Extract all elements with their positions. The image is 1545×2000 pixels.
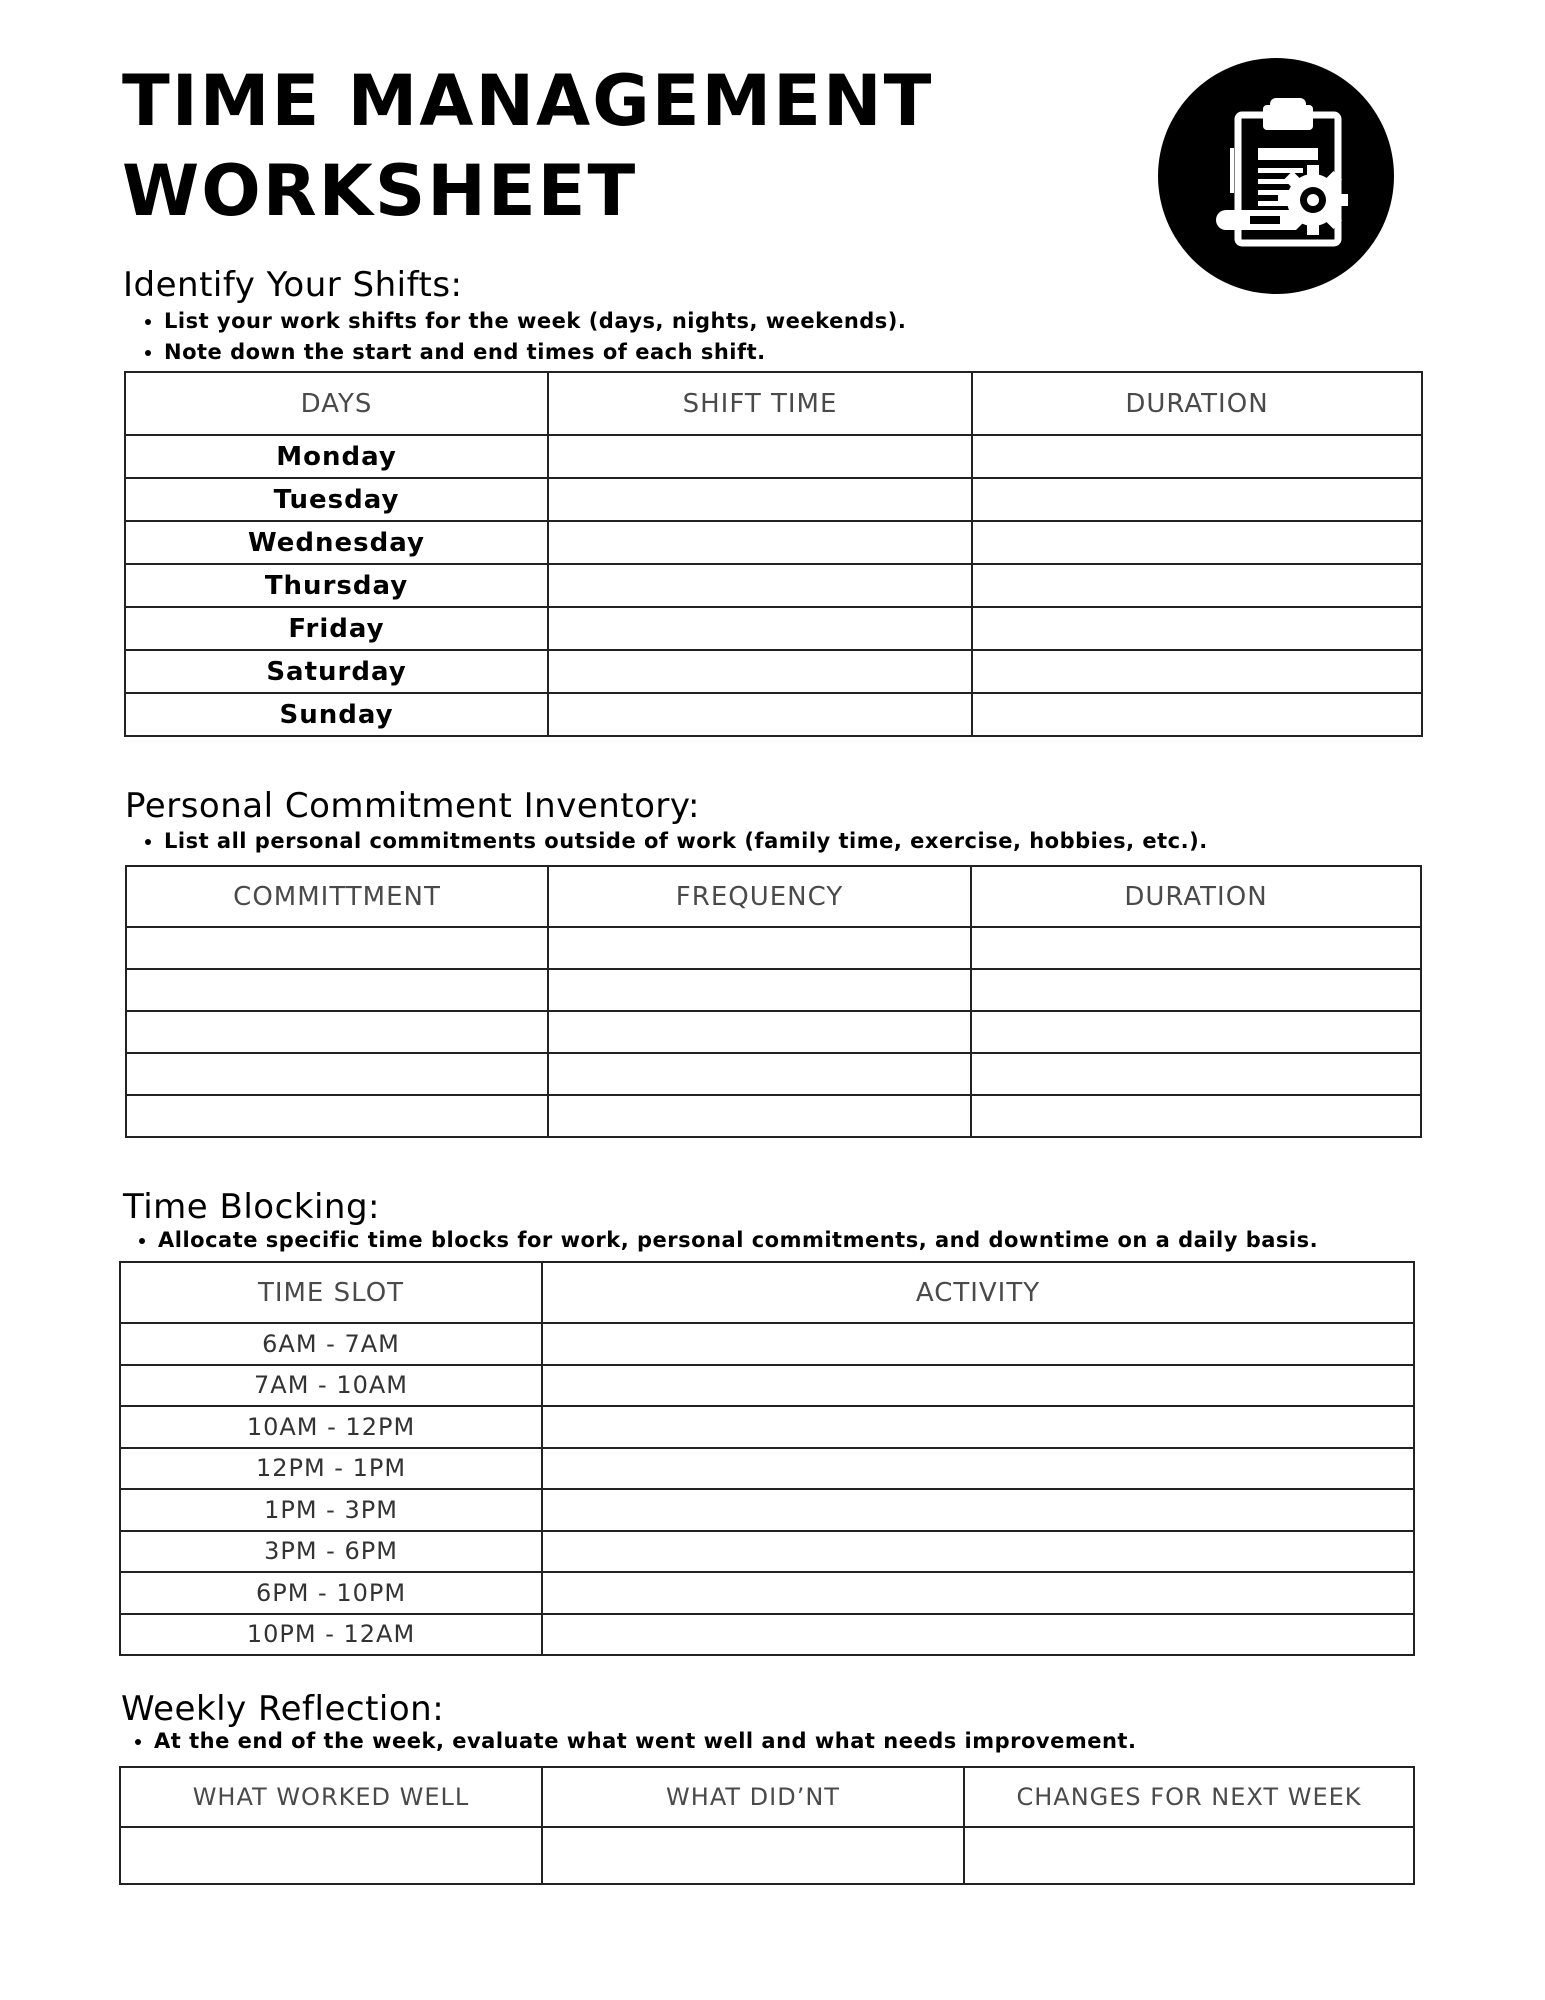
day-label: Wednesday — [125, 521, 548, 564]
day-label: Sunday — [125, 693, 548, 736]
commitments-bullet: • List all personal commitments outside of work (family time, exercise, hobbies, etc.). — [164, 826, 1208, 857]
shift-row — [125, 650, 1422, 693]
header-worked-well: WHAT WORKED WELL — [120, 1767, 542, 1827]
time-slot-label: 12PM - 1PM — [120, 1448, 542, 1490]
duration-cell[interactable] — [972, 693, 1422, 736]
header-shift-time: SHIFT TIME — [548, 372, 972, 435]
shift-row — [125, 478, 1422, 521]
header-didnt-work: WHAT DID’NT — [542, 1767, 964, 1827]
day-label: Friday — [125, 607, 548, 650]
frequency-cell[interactable] — [548, 969, 971, 1011]
time-slot-row — [120, 1323, 1414, 1365]
reflection-instructions — [114, 1726, 1136, 1757]
shift-row — [125, 564, 1422, 607]
header-frequency: FREQUENCY — [548, 866, 971, 927]
shift-time-cell[interactable] — [548, 521, 972, 564]
shift-row — [125, 521, 1422, 564]
reflection-bullet: • At the end of the week, evaluate what went well and what needs improvement. — [154, 1726, 1136, 1757]
title-line-2: WORKSHEET — [122, 150, 638, 232]
header-days: DAYS — [125, 372, 548, 435]
activity-cell[interactable] — [542, 1489, 1414, 1531]
commitment-cell[interactable] — [126, 1053, 548, 1095]
shift-time-cell[interactable] — [548, 650, 972, 693]
time-slot-label: 7AM - 10AM — [120, 1365, 542, 1407]
blocking-bullet: • Allocate specific time blocks for work, personal commitments, and downtime on a daily basis. — [158, 1225, 1318, 1256]
commitment-cell[interactable] — [126, 969, 548, 1011]
duration-cell[interactable] — [972, 478, 1422, 521]
header-changes: CHANGES FOR NEXT WEEK — [964, 1767, 1414, 1827]
time-blocking-table — [119, 1261, 1415, 1656]
frequency-cell[interactable] — [548, 1053, 971, 1095]
time-slot-label: 1PM - 3PM — [120, 1489, 542, 1531]
day-label: Saturday — [125, 650, 548, 693]
duration-cell[interactable] — [972, 521, 1422, 564]
changes-cell[interactable] — [964, 1827, 1414, 1884]
commitment-row — [126, 1053, 1421, 1095]
shift-time-cell[interactable] — [548, 564, 972, 607]
shifts-heading: Identify Your Shifts: — [123, 265, 463, 305]
reflection-heading: Weekly Reflection: — [121, 1689, 445, 1729]
worked-well-cell[interactable] — [120, 1827, 542, 1884]
shifts-bullet: • List your work shifts for the week (days, nights, weekends). — [164, 306, 906, 337]
frequency-cell[interactable] — [548, 1095, 971, 1137]
time-slot-row — [120, 1489, 1414, 1531]
day-label: Tuesday — [125, 478, 548, 521]
activity-cell[interactable] — [542, 1448, 1414, 1490]
duration-cell[interactable] — [971, 1011, 1421, 1053]
duration-cell[interactable] — [971, 1053, 1421, 1095]
activity-cell[interactable] — [542, 1406, 1414, 1448]
duration-cell[interactable] — [972, 650, 1422, 693]
duration-cell[interactable] — [972, 435, 1422, 478]
activity-cell[interactable] — [542, 1572, 1414, 1614]
shifts-table — [124, 371, 1423, 737]
commitments-table — [125, 865, 1422, 1138]
blocking-instructions — [118, 1225, 1318, 1256]
shift-time-cell[interactable] — [548, 607, 972, 650]
time-slot-label: 10PM - 12AM — [120, 1614, 542, 1656]
commitment-cell[interactable] — [126, 1095, 548, 1137]
shift-row — [125, 607, 1422, 650]
time-slot-label: 10AM - 12PM — [120, 1406, 542, 1448]
shifts-bullet: • Note down the start and end times of each shift. — [164, 337, 906, 368]
duration-cell[interactable] — [971, 1095, 1421, 1137]
time-slot-row — [120, 1614, 1414, 1656]
frequency-cell[interactable] — [548, 1011, 971, 1053]
activity-cell[interactable] — [542, 1323, 1414, 1365]
time-slot-row — [120, 1365, 1414, 1407]
didnt-work-cell[interactable] — [542, 1827, 964, 1884]
shift-time-cell[interactable] — [548, 693, 972, 736]
header-duration: DURATION — [972, 372, 1422, 435]
header-duration: DURATION — [971, 866, 1421, 927]
shift-row — [125, 693, 1422, 736]
activity-cell[interactable] — [542, 1365, 1414, 1407]
blocking-heading: Time Blocking: — [123, 1187, 381, 1227]
duration-cell[interactable] — [971, 927, 1421, 969]
time-slot-label: 6PM - 10PM — [120, 1572, 542, 1614]
commitment-cell[interactable] — [126, 927, 548, 969]
time-slot-row — [120, 1406, 1414, 1448]
frequency-cell[interactable] — [548, 927, 971, 969]
time-slot-label: 3PM - 6PM — [120, 1531, 542, 1573]
commitments-heading: Personal Commitment Inventory: — [125, 786, 701, 826]
reflection-table — [119, 1766, 1415, 1885]
shift-row — [125, 435, 1422, 478]
duration-cell[interactable] — [971, 969, 1421, 1011]
header-activity: ACTIVITY — [542, 1262, 1414, 1323]
day-label: Monday — [125, 435, 548, 478]
title-line-1: TIME MANAGEMENT — [122, 60, 934, 142]
activity-cell[interactable] — [542, 1531, 1414, 1573]
commitment-row — [126, 1095, 1421, 1137]
activity-cell[interactable] — [542, 1614, 1414, 1656]
clipboard-gear-icon — [1158, 58, 1394, 294]
commitment-row — [126, 927, 1421, 969]
header-time-slot: TIME SLOT — [120, 1262, 542, 1323]
duration-cell[interactable] — [972, 607, 1422, 650]
shift-time-cell[interactable] — [548, 478, 972, 521]
time-slot-row — [120, 1448, 1414, 1490]
time-slot-row — [120, 1531, 1414, 1573]
commitments-instructions — [124, 826, 1208, 857]
duration-cell[interactable] — [972, 564, 1422, 607]
header-commitment: COMMITTMENT — [126, 866, 548, 927]
time-slot-row — [120, 1572, 1414, 1614]
day-label: Thursday — [125, 564, 548, 607]
commitment-row — [126, 1011, 1421, 1053]
commitment-row — [126, 969, 1421, 1011]
shifts-instructions — [124, 306, 906, 368]
time-slot-label: 6AM - 7AM — [120, 1323, 542, 1365]
commitment-cell[interactable] — [126, 1011, 548, 1053]
shift-time-cell[interactable] — [548, 435, 972, 478]
